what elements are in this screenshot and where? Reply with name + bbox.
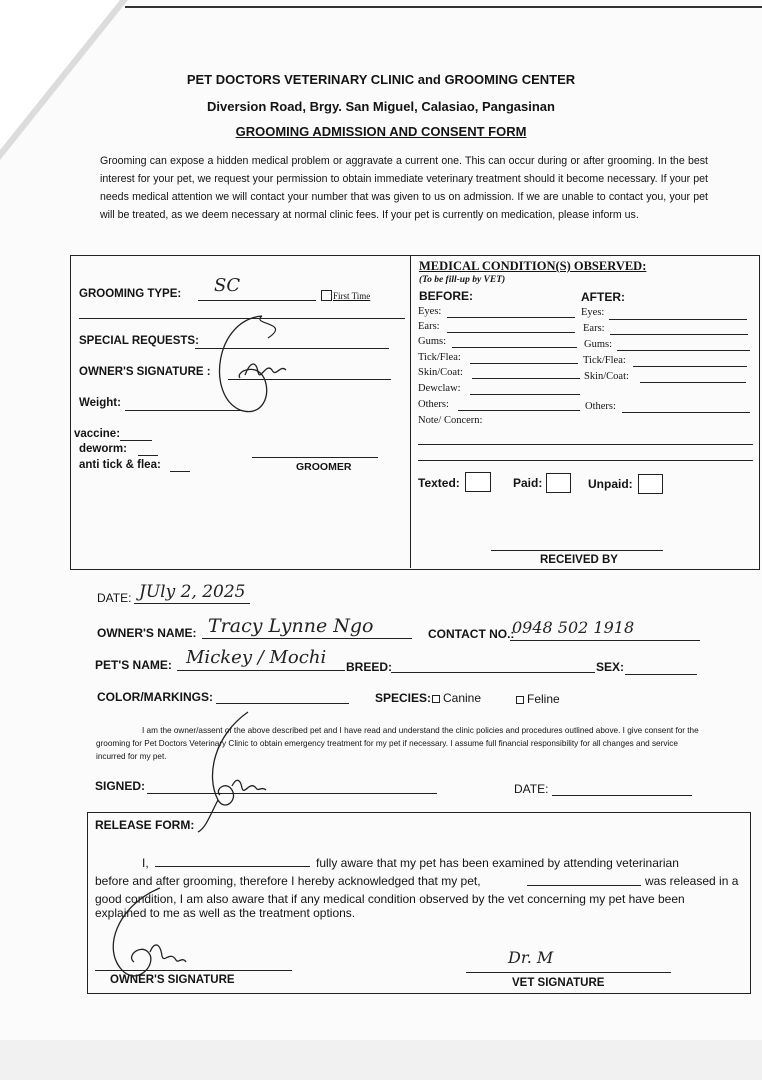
release-line-4: explained to me as well as the treatment options. bbox=[95, 906, 356, 920]
owner-signature-label: OWNER'S SIGNATURE : bbox=[79, 366, 211, 378]
pet-name-value[interactable]: Mickey / Mochi bbox=[186, 647, 327, 668]
release-line-1: fully aware that my pet has been examined by attending veterinarian bbox=[316, 856, 679, 870]
owner-name-label: OWNER'S NAME: bbox=[97, 626, 197, 640]
paid-label: Paid: bbox=[513, 476, 543, 490]
note-concern-label: Note/ Concern: bbox=[418, 415, 483, 426]
after-tick-label: Tick/Flea: bbox=[583, 355, 626, 366]
canine-label: Canine bbox=[443, 691, 482, 705]
contact-value[interactable]: 0948 502 1918 bbox=[512, 618, 635, 637]
after-label: AFTER: bbox=[581, 290, 625, 304]
release-line-2b: was released in a bbox=[645, 874, 739, 888]
groomer-label: GROOMER bbox=[296, 461, 352, 473]
before-label: BEFORE: bbox=[419, 289, 473, 303]
special-requests-label: SPECIAL REQUESTS: bbox=[79, 335, 199, 347]
pet-name-label: PET'S NAME: bbox=[95, 658, 172, 672]
feline-label: Feline bbox=[527, 692, 560, 706]
consent-date-label: DATE: bbox=[514, 782, 549, 796]
medical-title: MEDICAL CONDITION(S) OBSERVED: bbox=[419, 259, 647, 273]
vaccine-label: vaccine: bbox=[74, 428, 121, 440]
before-ears-label: Ears: bbox=[418, 321, 440, 332]
after-ears-label: Ears: bbox=[583, 323, 605, 334]
grooming-type-value[interactable]: SC bbox=[214, 275, 241, 296]
sex-label: SEX: bbox=[596, 660, 625, 674]
texted-label: Texted: bbox=[418, 476, 460, 490]
owner-name-value[interactable]: Tracy Lynne Ngo bbox=[208, 615, 374, 637]
color-markings-label: COLOR/MARKINGS: bbox=[97, 690, 213, 704]
vet-sig-label: VET SIGNATURE bbox=[512, 977, 605, 989]
before-others-label: Others: bbox=[418, 399, 449, 410]
unpaid-label: Unpaid: bbox=[588, 477, 633, 491]
before-tick-label: Tick/Flea: bbox=[418, 352, 461, 363]
before-dewclaw-label: Dewclaw: bbox=[418, 383, 461, 394]
date-value[interactable]: JUly 2, 2025 bbox=[139, 582, 246, 602]
medical-subtitle: (To be fill-up by VET) bbox=[419, 275, 506, 285]
before-eyes-label: Eyes: bbox=[418, 306, 442, 317]
antitick-label: anti tick & flea: bbox=[79, 459, 161, 471]
clinic-address: Diversion Road, Brgy. San Miguel, Calasiao, Pangasinan bbox=[207, 99, 555, 114]
release-line-3: good condition, I am also aware that if any medical condition observed by the vet concerning my pet have been bbox=[95, 892, 685, 906]
signed-label: SIGNED: bbox=[95, 779, 146, 793]
release-owner-sig-label: OWNER'S SIGNATURE bbox=[110, 974, 235, 986]
form-title: GROOMING ADMISSION AND CONSENT FORM bbox=[235, 124, 527, 139]
weight-label: Weight: bbox=[79, 397, 121, 409]
date-label: DATE: bbox=[97, 591, 132, 605]
release-title: RELEASE FORM: bbox=[95, 818, 195, 832]
release-i: I, bbox=[142, 856, 149, 870]
intro-paragraph: Grooming can expose a hidden medical problem or aggravate a current one. This can occur during or after grooming. In the best interest for your pet, we request your permission to obtain immediate veterinary treatment should it become necessary. If your pet needs medical attention we will contact your number that was given to us on admission. If we are unable to contact you, your pet will be treated, as we deem necessary at normal clinic fees. If your pet is currently on medication, please inform us. bbox=[100, 155, 708, 221]
deworm-label: deworm: bbox=[79, 443, 127, 455]
before-gums-label: Gums: bbox=[418, 336, 447, 347]
consent-text: I am the owner/assent of the above described pet and I have read and understand the clinic policies and procedures outlined above. I give consent for the grooming for Pet Doctors Veterinary Clinic to obtain emergency treatment for my pet if necessary. I assume full financial responsibility for all changes and service incurred for my pet. bbox=[96, 726, 699, 761]
first-time-label: First Time bbox=[333, 291, 371, 301]
after-others-label: Others: bbox=[585, 401, 616, 412]
after-skin-label: Skin/Coat: bbox=[584, 371, 629, 382]
vet-signature-value[interactable]: Dr. M bbox=[508, 948, 554, 967]
contact-label: CONTACT NO.: bbox=[428, 627, 515, 641]
received-by-label: RECEIVED BY bbox=[540, 554, 618, 566]
before-skin-label: Skin/Coat: bbox=[418, 367, 463, 378]
clinic-name: PET DOCTORS VETERINARY CLINIC and GROOMING CENTER bbox=[186, 72, 576, 87]
breed-label: BREED: bbox=[346, 660, 393, 674]
release-line-2a: before and after grooming, therefore I hereby acknowledged that my pet, bbox=[95, 874, 481, 888]
grooming-type-label: GROOMING TYPE: bbox=[79, 288, 182, 300]
species-label: SPECIES: bbox=[375, 691, 432, 705]
after-gums-label: Gums: bbox=[584, 339, 613, 350]
after-eyes-label: Eyes: bbox=[581, 307, 605, 318]
